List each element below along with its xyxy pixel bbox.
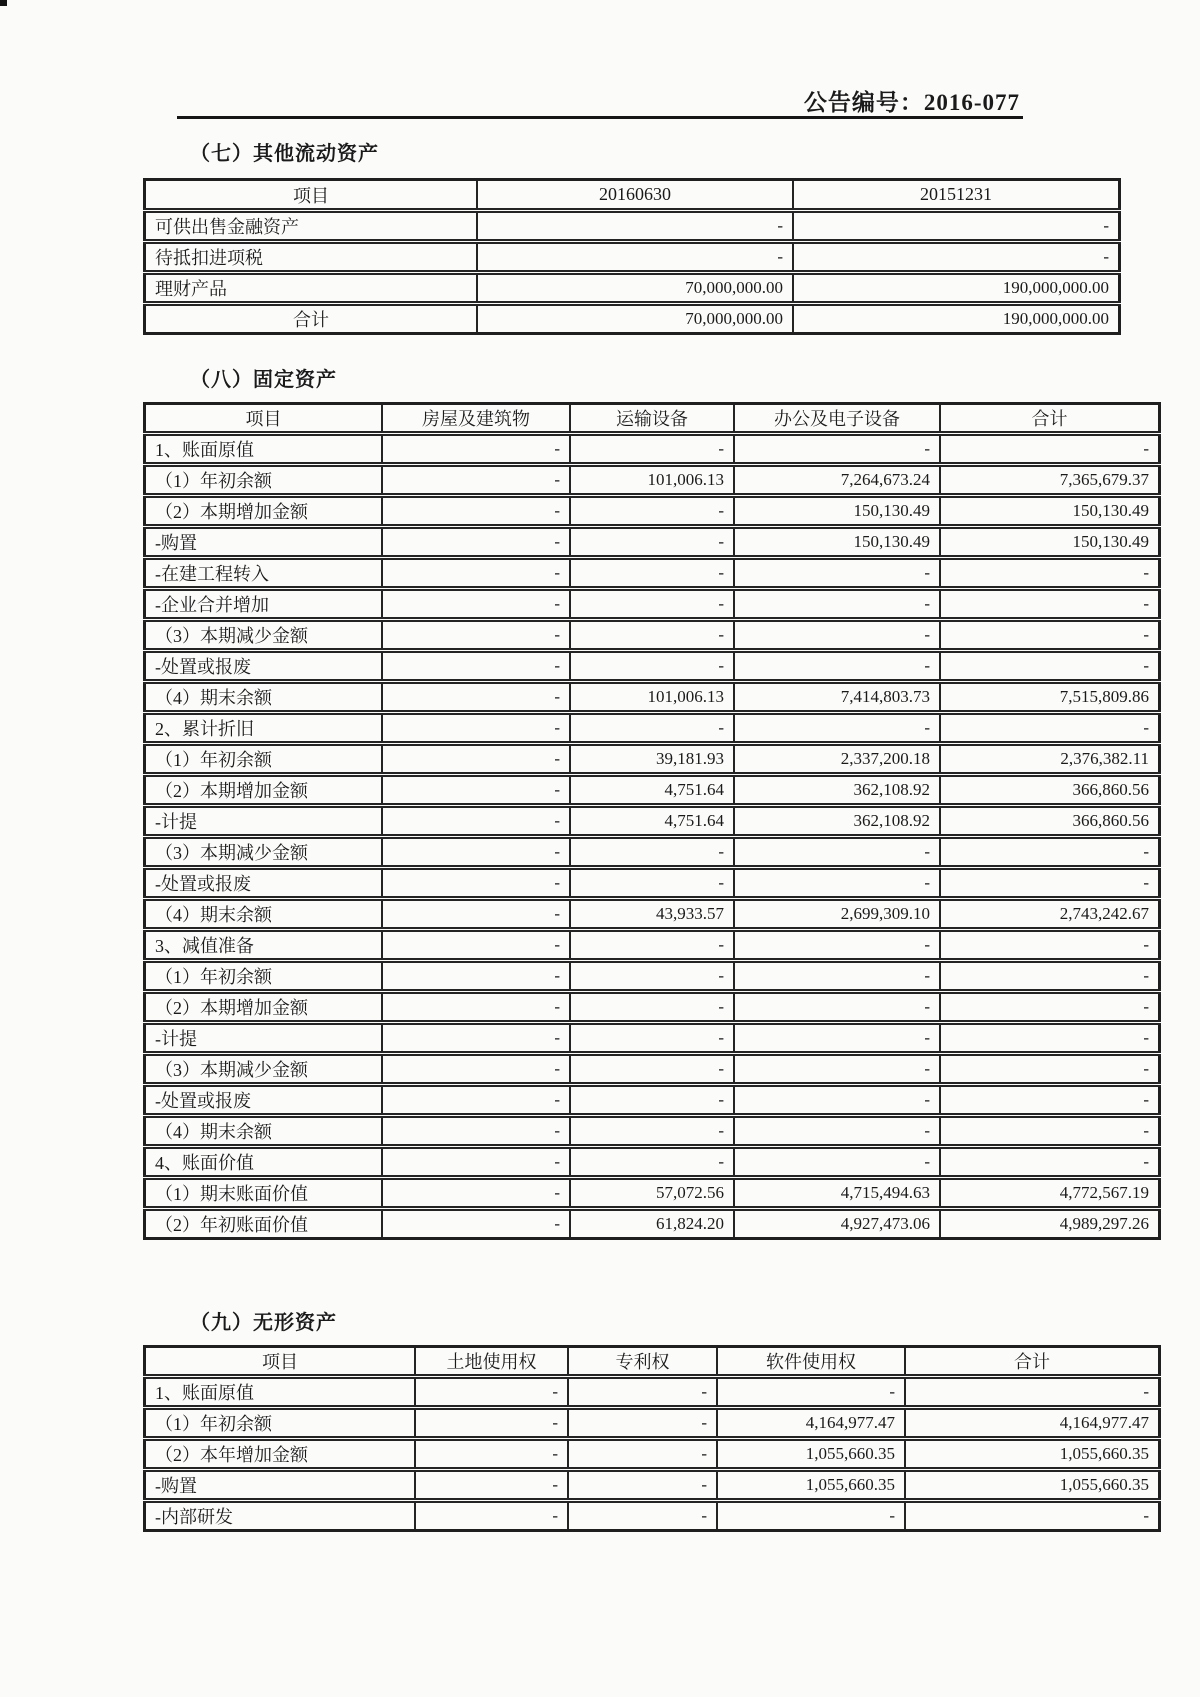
- value-cell: 1,055,660.35: [717, 1470, 905, 1501]
- table-row: [145, 1408, 1160, 1439]
- value-cell: -: [568, 1501, 717, 1531]
- row-label-cell: （2）本期增加金额: [145, 992, 383, 1023]
- table-row: [145, 1377, 1160, 1408]
- table-row: [145, 496, 1160, 527]
- value-cell: -: [940, 620, 1160, 651]
- value-cell: 150,130.49: [734, 527, 940, 558]
- value-cell: -: [382, 465, 570, 496]
- row-label-cell: 理财产品: [145, 273, 478, 304]
- row-label-cell: -在建工程转入: [145, 558, 383, 589]
- column-header: 运输设备: [570, 404, 734, 434]
- value-cell: -: [570, 1116, 734, 1147]
- value-cell: -: [940, 558, 1160, 589]
- row-label-cell: （2）本期增加金额: [145, 496, 383, 527]
- value-cell: -: [940, 1085, 1160, 1116]
- value-cell: 4,164,977.47: [717, 1408, 905, 1439]
- row-label-cell: （3）本期减少金额: [145, 620, 383, 651]
- value-cell: -: [570, 1054, 734, 1085]
- value-cell: -: [717, 1377, 905, 1408]
- table-row: [145, 589, 1160, 620]
- value-cell: -: [382, 806, 570, 837]
- value-cell: 7,515,809.86: [940, 682, 1160, 713]
- column-header: 20160630: [477, 180, 793, 211]
- table-row: [145, 242, 1120, 273]
- value-cell: 61,824.20: [570, 1209, 734, 1239]
- value-cell: -: [940, 992, 1160, 1023]
- row-label-cell: （2）年初账面价值: [145, 1209, 383, 1239]
- row-label-cell: （4）期末余额: [145, 682, 383, 713]
- value-cell: 190,000,000.00: [793, 273, 1120, 304]
- value-cell: 39,181.93: [570, 744, 734, 775]
- value-cell: -: [734, 961, 940, 992]
- section-fixed-assets: [143, 368, 1149, 1240]
- value-cell: -: [570, 527, 734, 558]
- table-row: [145, 304, 1120, 334]
- value-cell: -: [940, 434, 1160, 465]
- row-label-cell: （1）年初余额: [145, 1408, 416, 1439]
- value-cell: 150,130.49: [940, 496, 1160, 527]
- row-label-cell: （3）本期减少金额: [145, 837, 383, 868]
- value-cell: -: [415, 1408, 568, 1439]
- value-cell: 2,699,309.10: [734, 899, 940, 930]
- value-cell: -: [382, 527, 570, 558]
- value-cell: 43,933.57: [570, 899, 734, 930]
- value-cell: -: [382, 1147, 570, 1178]
- header-row: [145, 1347, 1160, 1377]
- value-cell: -: [570, 1023, 734, 1054]
- value-cell: -: [734, 992, 940, 1023]
- table-row: [145, 211, 1120, 242]
- value-cell: -: [415, 1470, 568, 1501]
- value-cell: 7,365,679.37: [940, 465, 1160, 496]
- value-cell: 2,376,382.11: [940, 744, 1160, 775]
- row-label-cell: 可供出售金融资产: [145, 211, 478, 242]
- value-cell: -: [382, 1085, 570, 1116]
- value-cell: -: [734, 1023, 940, 1054]
- value-cell: -: [382, 992, 570, 1023]
- row-label-cell: -处置或报废: [145, 651, 383, 682]
- row-label-cell: （2）本期增加金额: [145, 775, 383, 806]
- value-cell: -: [734, 1116, 940, 1147]
- value-cell: -: [793, 211, 1120, 242]
- value-cell: -: [570, 434, 734, 465]
- table-row: [145, 992, 1160, 1023]
- row-label-cell: 4、账面价值: [145, 1147, 383, 1178]
- value-cell: -: [477, 211, 793, 242]
- column-header: 合计: [940, 404, 1160, 434]
- value-cell: -: [570, 558, 734, 589]
- value-cell: 101,006.13: [570, 682, 734, 713]
- table-row: [145, 775, 1160, 806]
- value-cell: -: [940, 1054, 1160, 1085]
- scan-speck: [0, 0, 7, 6]
- value-cell: -: [382, 620, 570, 651]
- value-cell: 4,751.64: [570, 806, 734, 837]
- table-row: [145, 1209, 1160, 1239]
- value-cell: -: [940, 868, 1160, 899]
- header-row: [145, 180, 1120, 211]
- column-header: 项目: [145, 404, 383, 434]
- value-cell: -: [570, 651, 734, 682]
- value-cell: -: [570, 620, 734, 651]
- value-cell: -: [940, 1116, 1160, 1147]
- table-row: [145, 527, 1160, 558]
- row-label-cell: 1、账面原值: [145, 434, 383, 465]
- section-title-intangible-assets: （九）无形资产: [190, 1312, 337, 1334]
- value-cell: -: [382, 961, 570, 992]
- value-cell: -: [382, 558, 570, 589]
- value-cell: -: [570, 589, 734, 620]
- value-cell: 150,130.49: [734, 496, 940, 527]
- value-cell: 101,006.13: [570, 465, 734, 496]
- table-row: [145, 930, 1160, 961]
- value-cell: -: [717, 1501, 905, 1531]
- value-cell: -: [734, 930, 940, 961]
- value-cell: -: [734, 434, 940, 465]
- row-label-cell: （4）期末余额: [145, 1116, 383, 1147]
- section-title-fixed-assets: （八）固定资产: [190, 369, 337, 391]
- other-current-assets-table: [143, 178, 1121, 335]
- section-other-current-assets: [143, 142, 1109, 335]
- fixed-assets-table: [143, 402, 1161, 1240]
- table-row: [145, 434, 1160, 465]
- value-cell: -: [940, 713, 1160, 744]
- value-cell: 366,860.56: [940, 775, 1160, 806]
- value-cell: -: [382, 1178, 570, 1209]
- value-cell: -: [382, 682, 570, 713]
- value-cell: 4,772,567.19: [940, 1178, 1160, 1209]
- table-row: [145, 961, 1160, 992]
- row-label-cell: -处置或报废: [145, 868, 383, 899]
- value-cell: 4,989,297.26: [940, 1209, 1160, 1239]
- table-row: [145, 1085, 1160, 1116]
- value-cell: -: [415, 1501, 568, 1531]
- column-header: 专利权: [568, 1347, 717, 1377]
- value-cell: -: [568, 1439, 717, 1470]
- table-row: [145, 273, 1120, 304]
- value-cell: 7,414,803.73: [734, 682, 940, 713]
- value-cell: 1,055,660.35: [717, 1439, 905, 1470]
- announcement-number: 公告编号：2016-077: [803, 90, 1020, 115]
- row-label-cell: 3、减值准备: [145, 930, 383, 961]
- row-label-cell: （1）年初余额: [145, 465, 383, 496]
- value-cell: -: [415, 1439, 568, 1470]
- column-header: 合计: [905, 1347, 1160, 1377]
- row-label-cell: 待抵扣进项税: [145, 242, 478, 273]
- value-cell: -: [940, 837, 1160, 868]
- value-cell: -: [568, 1377, 717, 1408]
- row-label-cell: -购置: [145, 527, 383, 558]
- value-cell: -: [734, 651, 940, 682]
- value-cell: -: [382, 713, 570, 744]
- table-row: [145, 465, 1160, 496]
- value-cell: -: [570, 1147, 734, 1178]
- value-cell: -: [905, 1377, 1160, 1408]
- value-cell: -: [568, 1408, 717, 1439]
- column-header: 项目: [145, 1347, 416, 1377]
- row-label-cell: -内部研发: [145, 1501, 416, 1531]
- value-cell: -: [415, 1377, 568, 1408]
- value-cell: -: [940, 930, 1160, 961]
- table-row: [145, 558, 1160, 589]
- value-cell: -: [570, 1085, 734, 1116]
- value-cell: -: [382, 837, 570, 868]
- value-cell: 70,000,000.00: [477, 273, 793, 304]
- value-cell: 70,000,000.00: [477, 304, 793, 334]
- table-row: [145, 744, 1160, 775]
- value-cell: -: [570, 992, 734, 1023]
- value-cell: 7,264,673.24: [734, 465, 940, 496]
- value-cell: -: [940, 1147, 1160, 1178]
- row-label-cell: 合计: [145, 304, 478, 334]
- table-row: [145, 1116, 1160, 1147]
- row-label-cell: -计提: [145, 806, 383, 837]
- value-cell: -: [570, 930, 734, 961]
- section-title-other-current-assets: （七）其他流动资产: [190, 143, 379, 165]
- value-cell: -: [382, 899, 570, 930]
- value-cell: -: [734, 620, 940, 651]
- header-row: [145, 404, 1160, 434]
- table-row: [145, 1178, 1160, 1209]
- value-cell: -: [793, 242, 1120, 273]
- row-label-cell: （2）本年增加金额: [145, 1439, 416, 1470]
- row-label-cell: 1、账面原值: [145, 1377, 416, 1408]
- intangible-assets-table: [143, 1345, 1161, 1532]
- row-label-cell: -处置或报废: [145, 1085, 383, 1116]
- row-label-cell: -计提: [145, 1023, 383, 1054]
- row-label-cell: 2、累计折旧: [145, 713, 383, 744]
- value-cell: 4,715,494.63: [734, 1178, 940, 1209]
- column-header: 软件使用权: [717, 1347, 905, 1377]
- value-cell: -: [734, 589, 940, 620]
- value-cell: -: [382, 589, 570, 620]
- value-cell: -: [382, 1209, 570, 1239]
- value-cell: -: [734, 1147, 940, 1178]
- value-cell: -: [477, 242, 793, 273]
- table-row: [145, 1147, 1160, 1178]
- value-cell: -: [382, 434, 570, 465]
- row-label-cell: （1）期末账面价值: [145, 1178, 383, 1209]
- value-cell: -: [734, 837, 940, 868]
- row-label-cell: -企业合并增加: [145, 589, 383, 620]
- table-row: [145, 713, 1160, 744]
- header-rule: [177, 116, 1023, 119]
- value-cell: -: [570, 961, 734, 992]
- value-cell: -: [382, 496, 570, 527]
- value-cell: -: [382, 1116, 570, 1147]
- value-cell: 4,751.64: [570, 775, 734, 806]
- row-label-cell: -购置: [145, 1470, 416, 1501]
- value-cell: -: [940, 1023, 1160, 1054]
- value-cell: -: [940, 651, 1160, 682]
- value-cell: 2,743,242.67: [940, 899, 1160, 930]
- value-cell: -: [570, 496, 734, 527]
- value-cell: 190,000,000.00: [793, 304, 1120, 334]
- value-cell: -: [570, 837, 734, 868]
- value-cell: -: [734, 713, 940, 744]
- value-cell: 1,055,660.35: [905, 1439, 1160, 1470]
- value-cell: 150,130.49: [940, 527, 1160, 558]
- value-cell: -: [382, 868, 570, 899]
- table-row: [145, 1470, 1160, 1501]
- table-row: [145, 1439, 1160, 1470]
- value-cell: -: [382, 744, 570, 775]
- column-header: 20151231: [793, 180, 1120, 211]
- value-cell: 362,108.92: [734, 806, 940, 837]
- row-label-cell: （1）年初余额: [145, 961, 383, 992]
- table-row: [145, 620, 1160, 651]
- value-cell: -: [940, 589, 1160, 620]
- value-cell: -: [382, 930, 570, 961]
- value-cell: 2,337,200.18: [734, 744, 940, 775]
- value-cell: 362,108.92: [734, 775, 940, 806]
- table-row: [145, 899, 1160, 930]
- value-cell: -: [382, 651, 570, 682]
- row-label-cell: （1）年初余额: [145, 744, 383, 775]
- column-header: 房屋及建筑物: [382, 404, 570, 434]
- value-cell: -: [905, 1501, 1160, 1531]
- value-cell: 57,072.56: [570, 1178, 734, 1209]
- table-row: [145, 651, 1160, 682]
- value-cell: -: [734, 1054, 940, 1085]
- value-cell: -: [570, 868, 734, 899]
- value-cell: 4,927,473.06: [734, 1209, 940, 1239]
- table-row: [145, 682, 1160, 713]
- table-row: [145, 1501, 1160, 1531]
- value-cell: 366,860.56: [940, 806, 1160, 837]
- value-cell: -: [570, 713, 734, 744]
- table-row: [145, 1023, 1160, 1054]
- table-row: [145, 837, 1160, 868]
- table-row: [145, 868, 1160, 899]
- table-row: [145, 806, 1160, 837]
- column-header: 办公及电子设备: [734, 404, 940, 434]
- value-cell: -: [734, 1085, 940, 1116]
- value-cell: -: [382, 775, 570, 806]
- value-cell: -: [734, 868, 940, 899]
- value-cell: 1,055,660.35: [905, 1470, 1160, 1501]
- row-label-cell: （3）本期减少金额: [145, 1054, 383, 1085]
- row-label-cell: （4）期末余额: [145, 899, 383, 930]
- column-header: 项目: [145, 180, 478, 211]
- value-cell: -: [382, 1023, 570, 1054]
- value-cell: -: [568, 1470, 717, 1501]
- value-cell: -: [940, 961, 1160, 992]
- value-cell: -: [382, 1054, 570, 1085]
- column-header: 土地使用权: [415, 1347, 568, 1377]
- table-row: [145, 1054, 1160, 1085]
- value-cell: 4,164,977.47: [905, 1408, 1160, 1439]
- section-intangible-assets: [143, 1311, 1149, 1532]
- value-cell: -: [734, 558, 940, 589]
